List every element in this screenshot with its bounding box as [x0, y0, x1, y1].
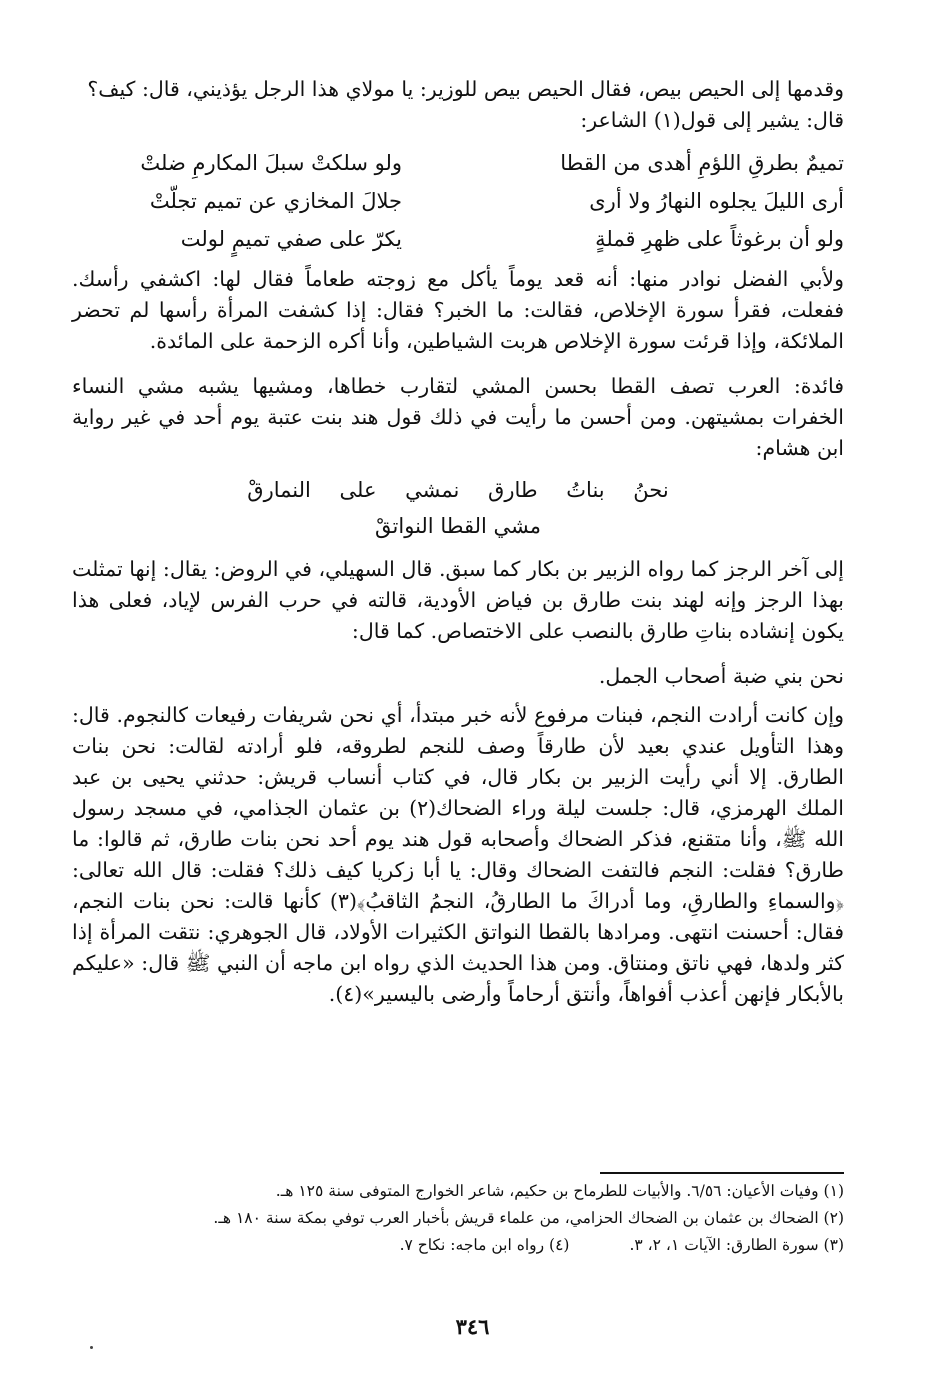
paragraph-suhayli: إلى آخر الرجز كما رواه الزبير بن بكار كما سبق. قال السهيلي، في الروض: يقال: إنها تمثلت بهذا الرجز وإنه لهند بنت طارق بن فياض الأودية، قالته في حرب الفرس لإياد، فعلى هذا يكون إنشاده بناتِ طارق بالنصب على الاختصاص. كما قال:	[72, 557, 844, 643]
verse-second-hemistich: جلالَ المخازي عن تميم تجلّتْ	[149, 189, 402, 213]
paragraph-opening: وقدمها إلى الحيص بيص، فقال الحيص بيص للوزير: يا مولاي هذا الرجل يؤذيني، قال: كيف؟	[87, 77, 844, 101]
verse-line	[72, 182, 844, 220]
paragraph-poet-intro: قال: يشير إلى قول(١) الشاعر:	[580, 108, 844, 132]
paragraph-anecdote: ولأبي الفضل نوادر منها: أنه قعد يوماً يأكل مع زوجته طعاماً فقال لها: اكشفي رأسك. ففعلت، فقرأ سورة الإخلاص، فقالت: ما الخبر؟ فقال: إذا كشفت المرأة رأسها لم تحضر الملائكة، وإذا قرئت سورة الإخلاص هربت الشياطين، وأنا أكره الزحمة على المائدة.	[72, 267, 844, 353]
verse-line	[72, 144, 844, 182]
paragraph-interpretation: وإن كانت أرادت النجم، فبنات مرفوع لأنه خبر مبتدأ، أي نحن شريفات رفيعات كالنجوم. قال: وهذا التأويل عندي بعيد لأن طارقاً وصف للنجم لطروقه، فلو أرادته لقالت: نحن بنات الطارق. إلا أني رأيت الزبير بن بكار قال، في كتاب أنساب قريش: حدثني يحيى بن عبد الملك الهرمزي، قال: جلست ليلة وراء الضحاك(٢) بن عثمان الجذامي، في مسجد رسول الله ﷺ، وأنا متقنع، فذكر الضحاك وأصحابه قول هند يوم أحد نحن بنات طارق، ثم قالوا: ما طارق؟ فقلت: النجم فالتفت الضحاك وقال: يا أبا زكريا كيف ذلك؟ فقلت: قال الله تعالى: ﴿والسماءِ والطارقِ، وما أدراكَ ما الطارقُ، النجمُ الثاقبُ﴾(٣) كأنها قالت: نحن بنات النجم، فقال: أحسنت انتهى. ومرادها بالقطا النواتق الكثيرات الأولاد، قال الجوهري: نتقت المرأة إذا كثر ولدها، فهي ناتق ومنتاق. ومن هذا الحديث الذي رواه ابن ماجه أن النبي ﷺ قال: «عليكم بالأبكار فإنهن أعذب أفواهاً، وأنتق أرحاماً وأرضى باليسير»(٤).	[72, 703, 844, 1006]
page-number: ٣٤٦	[455, 1314, 490, 1339]
verse-first-hemistich: تميمٌ بطرقِ اللؤمِ أهدى من القطا	[560, 151, 844, 175]
rajaz-line: نحنُ بناتُ طارق نمشي على النمارقْ	[247, 478, 669, 502]
footnote-row	[72, 1232, 844, 1259]
footnote: (٣) سورة الطارق: الآيات ١، ٢، ٣.	[629, 1236, 844, 1254]
paragraph-note: فائدة: العرب تصف القطا بحسن المشي لتقارب خطاها، ومشيها يشبه مشي النساء الخفرات بمشيتهن. ومن أحسن ما رأيت في ذلك قول هند بنت عتبة يوم أحد في غير رواية ابن هشام:	[72, 374, 844, 460]
verse-first-hemistich: أرى الليلَ يجلوه النهارُ ولا أرى	[589, 189, 844, 213]
rajaz-line: مشي القطا النواتقْ	[375, 514, 541, 538]
rajaz-verse	[72, 472, 844, 544]
footnote: (٤) رواه ابن ماجه: نكاح ٧.	[399, 1236, 570, 1254]
footnote: (١) وفيات الأعيان: ٦/٥٦. والأبيات للطرماح بن حكيم، شاعر الخوارج المتوفى سنة ١٢٥ هـ.	[275, 1182, 844, 1200]
page-body	[72, 74, 844, 1010]
scan-speck	[90, 1346, 93, 1349]
verse-line	[72, 220, 844, 258]
footnote: (٢) الضحاك بن عثمان بن الضحاك الحزامي، من علماء قريش بأخبار العرب توفي بمكة سنة ١٨٠ هـ.	[213, 1209, 844, 1227]
footnote-separator	[600, 1172, 844, 1174]
quoted-line: نحن بني ضبة أصحاب الجمل.	[598, 664, 844, 688]
poem-verses	[72, 144, 844, 258]
verse-first-hemistich: ولو أن برغوثاً على ظهرِ قملةٍ	[595, 227, 844, 251]
verse-second-hemistich: ولو سلكتْ سبلَ المكارمِ ضلتْ	[140, 151, 402, 175]
footnotes	[72, 1178, 844, 1259]
verse-second-hemistich: يكرّ على صفي تميمٍ لولت	[180, 227, 402, 251]
